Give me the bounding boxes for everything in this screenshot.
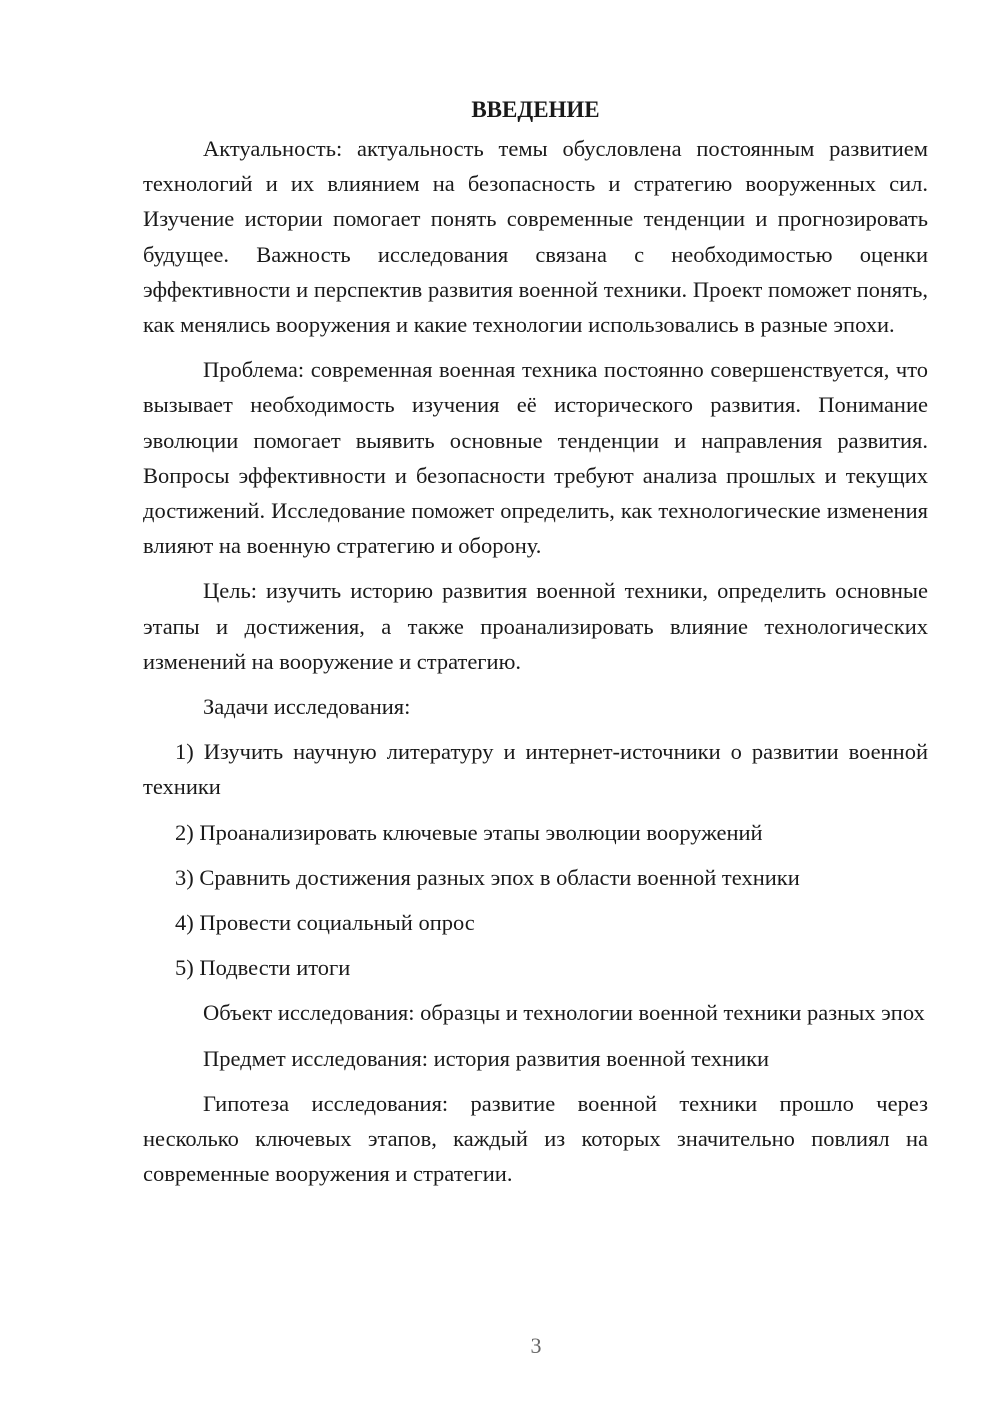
paragraph-object: Объект исследования: образцы и технологии военной техники разных эпох [203,1000,925,1026]
list-item-task-5: 5) Подвести итоги [175,955,351,981]
list-item-task-4: 4) Провести социальный опрос [175,910,475,936]
paragraph-subject: Предмет исследования: история развития военной техники [203,1045,770,1071]
list-item-task-3: 3) Сравнить достижения разных эпох в области военной техники [175,864,800,890]
paragraph-tasks-heading: Задачи исследования: [203,694,411,720]
paragraph-hypothesis: Гипотеза исследования: развитие военной техники прошло через несколько ключевых этапов, каждый из которых значительно повлиял на современные вооружения и стратегии. [143,1090,928,1187]
list-item-task-1: 1) Изучить научную литературу и интернет-источники о развитии военной техники [143,739,928,800]
page-number: 3 [530,1333,542,1358]
paragraph-relevance: Актуальность: актуальность темы обусловлена постоянным развитием технологий и их влиянием на безопасность и стратегию вооруженных сил. Изучение истории помогает понять современные тенденции и прогнозировать будущее. Важность исследования связана с необходимостью оценки эффективности и перспектив развития военной техники. Проект поможет понять, как менялись вооружения и какие технологии использовались в разные эпохи. [143,136,928,338]
list-item-task-2: 2) Проанализировать ключевые этапы эволюции вооружений [175,819,763,845]
paragraph-problem: Проблема: современная военная техника постоянно совершенствуется, что вызывает необходимость изучения её исторического развития. Понимание эволюции помогает выявить основные тенденции и направления развития. Вопросы эффективности и безопасности требуют анализа прошлых и текущих достижений. Исследование поможет определить, как технологические изменения влияют на военную стратегию и оборону. [143,357,928,559]
document-page [143,92,928,1191]
page-title: ВВЕДЕНИЕ [471,97,600,122]
paragraph-goal: Цель: изучить историю развития военной техники, определить основные этапы и достижения, а также проанализировать влияние технологических изменений на вооружение и стратегию. [143,578,928,674]
